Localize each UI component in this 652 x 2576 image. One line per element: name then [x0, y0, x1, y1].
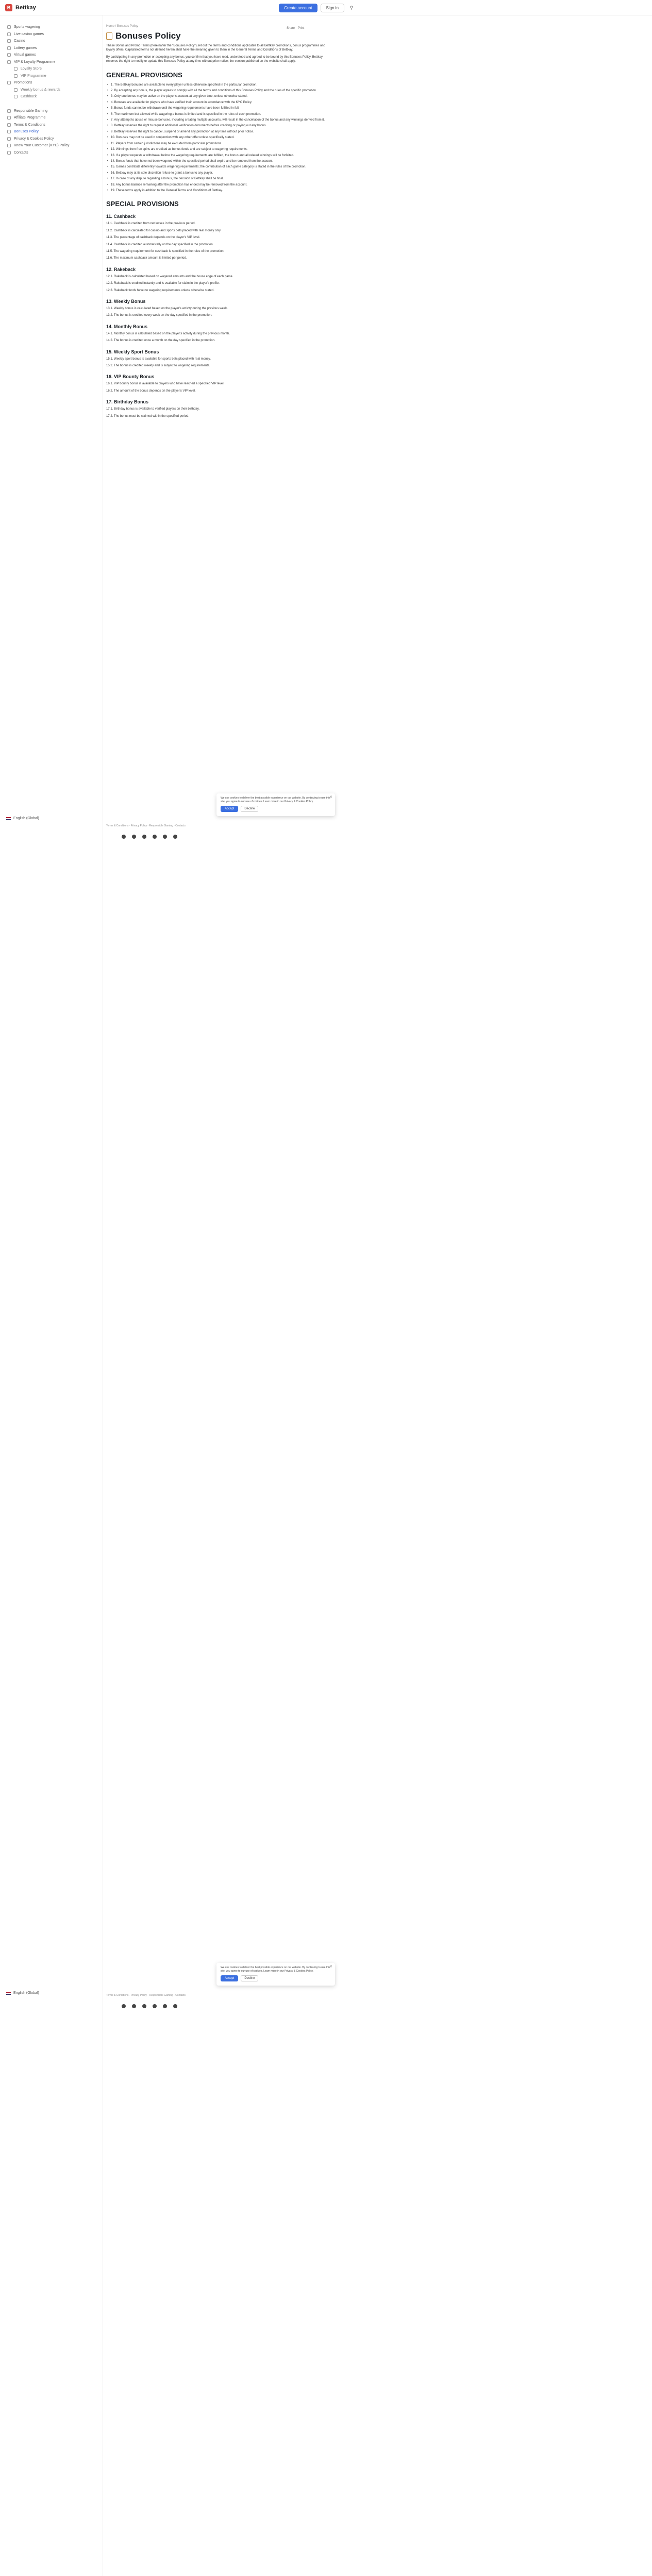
section-paragraph: 12.2. Rakeback is credited instantly and is available for claim in the player's profile. — [106, 282, 220, 285]
list-item: • 16. Bettkay may at its sole discretion refuse to grant a bonus to any player. — [106, 171, 328, 175]
page-title: Bonuses Policy — [115, 31, 181, 41]
flag-icon — [6, 817, 11, 820]
section-heading: 14. Monthly Bonus — [106, 324, 148, 329]
brand[interactable] — [0, 4, 103, 11]
sidebar-item-label: VIP Programme — [21, 74, 46, 78]
share-button[interactable]: Share — [287, 27, 295, 30]
list-item: • 2. By accepting any bonus, the player agrees to comply with all the terms and conditions of this Bonuses Policy and the rules of the specific promotion. — [106, 89, 328, 93]
search-icon[interactable]: ⚲ — [349, 5, 354, 10]
sidebar-item-label: Loyalty Store — [21, 67, 42, 71]
document-icon — [7, 151, 11, 155]
section-paragraph: 13.1. Weekly bonus is calculated based on the player's activity during the previous week. — [106, 307, 228, 310]
top-bar — [0, 0, 652, 15]
facebook-icon[interactable] — [142, 835, 146, 839]
sidebar-item-label: Live casino games — [14, 32, 44, 36]
footer-links[interactable]: Terms & Conditions · Privacy Policy · Responsible Gaming · Contacts — [106, 824, 186, 827]
list-item: • 14. Bonus funds that have not been wagered within the specified period shall expire and be removed from the account. — [106, 159, 328, 163]
general-provisions-heading: GENERAL PROVISIONS — [106, 71, 182, 79]
list-item: • 3. Only one bonus may be active on the player's account at any given time, unless otherwise stated. — [106, 94, 328, 98]
x-icon[interactable] — [122, 2004, 126, 2008]
document-icon — [7, 116, 11, 120]
sidebar-item[interactable] — [7, 59, 97, 66]
section-paragraph: 11.1. Cashback is credited from net losses in the previous period. — [106, 222, 196, 226]
menu-item-icon — [14, 88, 18, 92]
intro-paragraph: These Bonus and Promo Terms (hereinafter the "Bonuses Policy") set out the terms and conditions applicable to all Bettkay promotions, bonus programmes and loyalty offers. Capitalised terms not defined herein shall have the meaning given to them in the General Terms and Conditions of Bettkay. — [106, 44, 326, 52]
section-heading: 16. VIP Bounty Bonus — [106, 374, 155, 380]
cookie-banner — [216, 1963, 335, 1986]
section-paragraph: 17.2. The bonus must be claimed within the specified period. — [106, 414, 189, 418]
section-paragraph: 11.6. The maximum cashback amount is limited per period. — [106, 257, 187, 260]
section-paragraph: 16.2. The amount of the bonus depends on the player's VIP level. — [106, 389, 196, 393]
social-links — [122, 835, 177, 839]
language-label: English (Global) — [13, 817, 39, 820]
special-provisions — [106, 214, 328, 418]
section-paragraph: 11.5. The wagering requirement for cashback is specified in the rules of the promotion. — [106, 249, 225, 253]
close-icon[interactable]: ✕ — [329, 795, 332, 799]
menu-item-icon — [7, 46, 11, 50]
list-item: • 15. Games contribute differently towards wagering requirements; the contribution of each game category is stated in the rules of the promotion. — [106, 165, 328, 169]
sidebar-info-item[interactable] — [7, 114, 97, 122]
language-selector[interactable] — [6, 817, 39, 820]
menu-item-icon — [14, 95, 18, 98]
document-icon — [7, 144, 11, 147]
list-item: • 9. Bettkay reserves the right to cancel, suspend or amend any promotion at any time without prior notice. — [106, 130, 328, 134]
youtube-icon[interactable] — [163, 835, 167, 839]
sidebar-item[interactable] — [7, 79, 97, 87]
general-provisions-list — [106, 83, 328, 193]
sidebar-item[interactable] — [7, 45, 97, 52]
sidebar-item-label: Cashback — [21, 95, 37, 99]
section-heading: 12. Rakeback — [106, 266, 136, 272]
sidebar-item[interactable] — [7, 31, 97, 38]
sidebar-item-label: Affiliate Programme — [14, 116, 46, 120]
instagram-icon[interactable] — [132, 2004, 136, 2008]
list-item: • 6. The maximum bet allowed while wagering a bonus is limited and is specified in the rules of each promotion. — [106, 112, 328, 116]
sign-in-button[interactable]: Sign in — [321, 4, 344, 12]
sidebar-item[interactable] — [7, 65, 97, 73]
title-row — [106, 31, 328, 41]
sidebar-item[interactable] — [7, 87, 97, 94]
section-heading: 17. Birthday Bonus — [106, 399, 149, 405]
list-item: • 7. Any attempt to abuse or misuse bonuses, including creating multiple accounts, will result in the cancellation of the bonus and any winnings derived from it. — [106, 118, 328, 122]
menu-item-icon — [7, 60, 11, 64]
instagram-icon[interactable] — [132, 835, 136, 839]
section-paragraph: 17.1. Birthday bonus is available to verified players on their birthday. — [106, 408, 199, 411]
language-label: English (Global) — [13, 1991, 39, 1995]
cookie-decline-button[interactable]: Decline — [241, 1975, 258, 1981]
list-item: • 11. Players from certain jurisdictions may be excluded from particular promotions. — [106, 142, 328, 146]
sidebar-item-label: Contacts — [14, 150, 28, 155]
document-icon — [7, 123, 11, 127]
sidebar-item-label: Promotions — [14, 81, 32, 85]
document-icon — [7, 109, 11, 113]
x-icon[interactable] — [122, 835, 126, 839]
social-links — [122, 2004, 177, 2008]
sidebar-item[interactable] — [7, 73, 97, 80]
section-paragraph: 14.2. The bonus is credited once a month on the day specified in the promotion. — [106, 339, 215, 343]
youtube-icon[interactable] — [163, 2004, 167, 2008]
footer-links[interactable]: Terms & Conditions · Privacy Policy · Responsible Gaming · Contacts — [106, 1994, 186, 1997]
sidebar-item[interactable] — [7, 38, 97, 45]
sidebar-item[interactable] — [7, 24, 97, 31]
section-paragraph: 11.2. Cashback is calculated for casino and sports bets placed with real money only. — [106, 229, 222, 232]
sidebar-info-item[interactable] — [7, 149, 97, 157]
section-paragraph: 15.1. Weekly sport bonus is available for sports bets placed with real money. — [106, 357, 211, 361]
section-paragraph: 14.1. Monthly bonus is calculated based on the player's activity during the previous month. — [106, 332, 230, 335]
intro-paragraph: By participating in any promotion or accepting any bonus, you confirm that you have read, understood and agreed to be bound by this Bonuses Policy. Bettkay reserves the right to modify or update this Bonuses Policy at any time without prior notice; the version published on the website shall apply. — [106, 55, 323, 63]
telegram-icon[interactable] — [153, 2004, 157, 2008]
list-item: • 1. The Bettkay bonuses are available to every player unless otherwise specified in the particular promotion. — [106, 83, 328, 87]
sidebar-item-label: Know Your Customer (KYC) Policy — [14, 144, 70, 148]
sidebar-item[interactable] — [7, 52, 97, 59]
menu-item-icon — [7, 39, 11, 43]
breadcrumb[interactable]: Home / Bonuses Policy — [106, 25, 139, 28]
sidebar-item[interactable] — [7, 93, 97, 100]
list-item: • 10. Bonuses may not be used in conjunction with any other offer unless specifically stated. — [106, 135, 328, 140]
list-item: • 5. Bonus funds cannot be withdrawn until the wagering requirements have been fulfilled in full. — [106, 106, 328, 110]
menu-item-icon — [7, 32, 11, 36]
menu-item-icon — [14, 74, 18, 78]
sidebar-item-label: Weekly bonus & rewards — [21, 88, 61, 92]
sidebar-item-label: Bonuses Policy — [14, 130, 39, 134]
main-content — [106, 15, 328, 421]
section-paragraph: 12.1. Rakeback is calculated based on wagered amounts and the house edge of each game. — [106, 275, 233, 278]
sidebar-info-item[interactable] — [7, 122, 97, 129]
sidebar — [0, 15, 103, 2576]
list-item: • 18. Any bonus balance remaining after the promotion has ended may be removed from the account. — [106, 183, 328, 187]
cookie-banner — [216, 793, 335, 816]
sidebar-info-item[interactable] — [7, 108, 97, 115]
sidebar-item-label: VIP & Loyalty Programme — [14, 60, 56, 64]
brand-name: Bettkay — [15, 4, 36, 11]
section-heading: 15. Weekly Sport Bonus — [106, 349, 159, 354]
discord-icon[interactable] — [173, 835, 177, 839]
menu-item-icon — [7, 81, 11, 84]
cookie-decline-button[interactable]: Decline — [241, 806, 258, 812]
section-paragraph: 11.3. The percentage of cashback depends on the player's VIP level. — [106, 236, 200, 240]
cookie-accept-button[interactable]: Accept — [221, 1975, 238, 1981]
cookie-accept-button[interactable]: Accept — [221, 806, 238, 812]
cookie-text: We use cookies to deliver the best possible experience on our website. By continuing to use this site, you agree to our use of cookies. Learn more in our Privacy & Cookies Policy. — [221, 1966, 330, 1973]
sidebar-item-label: Sports wagering — [14, 25, 40, 29]
language-selector-footer[interactable] — [6, 1991, 39, 1995]
list-item: • 12. Winnings from free spins are credited as bonus funds and are subject to wagering requirements. — [106, 147, 328, 151]
sidebar-item-label: Lottery games — [14, 46, 37, 50]
list-item: • 19. These terms apply in addition to the General Terms and Conditions of Bettkay. — [106, 189, 328, 193]
section-paragraph: 13.2. The bonus is credited every week on the day specified in the promotion. — [106, 314, 212, 317]
create-account-button[interactable]: Create account — [279, 4, 317, 12]
menu-item-icon — [14, 67, 18, 71]
sidebar-info-item[interactable] — [7, 142, 97, 149]
sidebar-item-label: Terms & Conditions — [14, 123, 45, 127]
header-actions — [279, 4, 356, 12]
print-button[interactable]: Print — [298, 27, 305, 30]
section-heading: 11. Cashback — [106, 214, 136, 219]
sidebar-info-item[interactable] — [7, 135, 97, 143]
list-item: • 4. Bonuses are available for players who have verified their account in accordance with the KYC Policy. — [106, 100, 328, 105]
document-icon — [7, 130, 11, 133]
menu-item-icon — [7, 25, 11, 29]
close-icon[interactable]: ✕ — [329, 1965, 332, 1969]
sidebar-nav — [0, 15, 103, 100]
section-paragraph: 15.2. The bonus is credited weekly and is subject to wagering requirements. — [106, 364, 210, 368]
section-paragraph: 12.3. Rakeback funds have no wagering requirements unless otherwise stated. — [106, 289, 214, 292]
page-actions — [287, 27, 304, 30]
special-provisions-heading: SPECIAL PROVISIONS — [106, 200, 179, 208]
sidebar-item-label: Casino — [14, 39, 25, 43]
sidebar-nav-info — [0, 105, 103, 157]
brand-logo-icon: B — [5, 4, 12, 11]
sidebar-item-label: Privacy & Cookies Policy — [14, 137, 54, 141]
menu-item-icon — [7, 53, 11, 57]
cookie-text: We use cookies to deliver the best possible experience on our website. By continuing to use this site, you agree to our use of cookies. Learn more in our Privacy & Cookies Policy. — [221, 796, 330, 803]
list-item: • 8. Bettkay reserves the right to request additional verification documents before crediting or paying out any bonus. — [106, 124, 328, 128]
list-item: • 17. In case of any dispute regarding a bonus, the decision of Bettkay shall be final. — [106, 177, 328, 181]
sidebar-item-label: Responsible Gaming — [14, 109, 47, 113]
sidebar-info-item[interactable] — [7, 128, 97, 135]
facebook-icon[interactable] — [142, 2004, 146, 2008]
discord-icon[interactable] — [173, 2004, 177, 2008]
section-heading: 13. Weekly Bonus — [106, 299, 146, 304]
document-icon — [106, 32, 112, 40]
list-item: • 13. If a player requests a withdrawal before the wagering requirements are fulfilled, the bonus and all related winnings will be forfeited. — [106, 154, 328, 158]
sidebar-item-label: Virtual games — [14, 53, 36, 57]
section-paragraph: 11.4. Cashback is credited automatically on the day specified in the promotion. — [106, 243, 214, 246]
flag-icon — [6, 1992, 11, 1995]
telegram-icon[interactable] — [153, 835, 157, 839]
section-paragraph: 16.1. VIP bounty bonus is available to players who have reached a specified VIP level. — [106, 382, 225, 386]
document-icon — [7, 137, 11, 141]
